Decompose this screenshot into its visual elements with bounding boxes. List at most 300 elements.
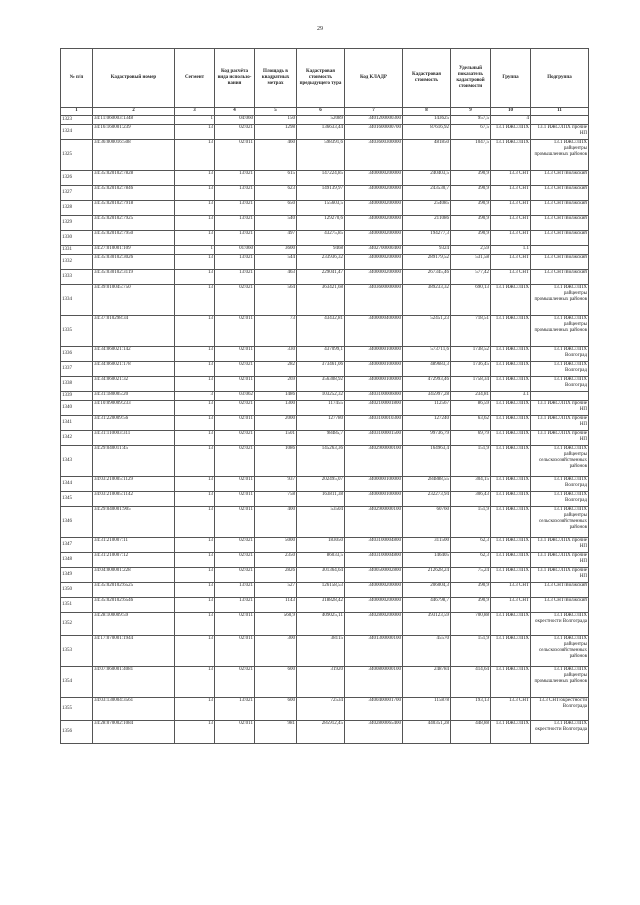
cell-seg: 13 [175,721,215,744]
cell-area: 758 [255,492,297,507]
cell-sub: 13.1 ИЖС/ЛПХ райцентры промышленных районов [531,316,589,347]
cell-grp: 13.1 ИЖС/ЛПХ [491,477,531,492]
cell-ud: 718,51 [451,316,491,347]
cell-grp: 13.3 СНТ [491,186,531,201]
cell-cost: 87616,92 [403,125,451,140]
cell-prev: 409025,11 [297,613,345,636]
cell-sub: 13.1 ИЖС/ЛПХ прочие НП [531,538,589,553]
cell-cad: 34:35:020102:7828 [93,171,175,186]
cell-cost: 345997,28 [403,392,451,401]
table-row [61,613,589,636]
cell-n: 1334 [61,285,93,316]
cell-sub: 13.1 ИЖС/ЛПХ окрестности Волгограда [531,613,589,636]
table-row [61,255,589,270]
cell-sub: 13.3 СНТ/Волжский [531,583,589,598]
column-header: Площадь в квадратных метрах [255,49,297,108]
cell-cad: 34:28:070002:1084 [93,721,175,744]
cell-cad: 34:11:060003:1348 [93,116,175,125]
table-row [61,171,589,186]
cell-ud: 151,9 [451,636,491,667]
cell-seg: 13 [175,667,215,698]
cell-kladr: 3402800200000 [345,613,403,636]
cell-code: 02:011 [215,721,255,744]
cell-area: 527 [255,583,297,598]
cell-seg: 13 [175,553,215,568]
cell-prev: 9468 [297,246,345,255]
cell-code: 02:011 [215,507,255,538]
cell-prev: 52089 [297,116,345,125]
table-row [61,538,589,553]
cell-sub: 13.1 ИЖС/ЛПХ райцентры сельскохозяйственных районов [531,507,589,538]
cell-sub: 13.1 ИЖС/ЛПХ райцентры промышленных районов [531,140,589,171]
cell-n: 1339 [61,392,93,401]
cell-n: 1355 [61,698,93,721]
cell-kladr: 3400000200000 [345,171,403,186]
cell-sub: 13.1 ИЖС/ЛПХ райцентры промышленных районов [531,285,589,316]
cell-ud: 69,79 [451,431,491,446]
cell-code: 13:021 [215,171,255,186]
cell-seg: 13 [175,598,215,613]
cell-grp: 13.3 СНТ [491,171,531,186]
cell-grp: 13.1 ИЖС/ЛПХ [491,507,531,538]
cell-area: 330 [255,347,297,362]
cell-kladr: 3401600000700 [345,125,403,140]
cell-prev: 233936,32 [297,255,345,270]
cell-ud: 531,58 [451,255,491,270]
cell-n: 1328 [61,201,93,216]
cell-cad: 34:07:060001:4081 [93,667,175,698]
cell-sub: 13.1 ИЖС/ЛПХ окрестности Волгограда [531,721,589,744]
cell-ud: 690,13 [451,285,491,316]
cell-ud: 700,88 [451,613,491,636]
cell-cad: 34:27:010001:109 [93,246,175,255]
cell-grp: 13.3 СНТ [491,255,531,270]
cell-code: 01:060 [215,246,255,255]
cell-area: 150 [255,116,297,125]
cell-seg: 1 [175,116,215,125]
cell-code: 02:021 [215,125,255,140]
cell-sub [531,392,589,401]
column-number: 7 [345,108,403,116]
cell-n: 1342 [61,431,93,446]
page-number: 29 [317,26,323,32]
cell-grp: 13.1 ИЖС/ЛПХ [491,316,531,347]
cell-grp: 13.1 ИЖС/ЛПХ [491,431,531,446]
cell-cost: 60760 [403,507,451,538]
cell-ud: 414,64 [451,667,491,698]
cell-ud: 63,62 [451,416,491,431]
column-number: 1 [61,108,93,116]
cell-code: 02:021 [215,538,255,553]
cell-ud: 390,9 [451,186,491,201]
cell-sub: 13.1 ИЖС/ЛПХ прочие НП [531,568,589,583]
cell-ud: 390,9 [451,583,491,598]
table-row [61,186,589,201]
cell-prev: 155603,5 [297,201,345,216]
cell-n: 1338 [61,377,93,392]
cell-cost: 206004,3 [403,583,451,598]
cell-kladr: 3402900000100 [345,507,403,538]
cell-code: 02:021 [215,285,255,316]
column-header: Сегмент [175,49,215,108]
cell-kladr: 3400000200000 [345,186,403,201]
cell-area: 73 [255,316,297,347]
cell-sub: 13.1 ИЖС/ЛПХ прочие НП [531,401,589,416]
cell-n: 1335 [61,316,93,347]
column-number: 2 [93,108,175,116]
cell-cad: 34:03:210005:1142 [93,492,175,507]
cell-seg: 13 [175,347,215,362]
cell-area: 1486 [255,392,297,401]
cell-kladr: 3401200000300 [345,116,403,125]
cell-kladr: 3400500002800 [345,568,403,583]
cell-n: 1327 [61,186,93,201]
cell-ud: 577,42 [451,270,491,285]
cell-code: 13:021 [215,598,255,613]
cell-n: 1354 [61,667,93,698]
cell-area: 282 [255,362,297,377]
cell-cost: 284888,55 [403,477,451,492]
cell-sub: 13.3 СНТ/Волжский [531,171,589,186]
cell-prev: 363421,68 [297,285,345,316]
cell-sub: 13.1 ИЖС/ЛПХ Волгоград [531,362,589,377]
cell-area: 1501 [255,431,297,446]
cell-cad: 34:10:090009:233 [93,401,175,416]
cell-prev: 53504 [297,507,345,538]
table-row [61,246,589,255]
table-row [61,377,589,392]
cell-kladr: 3400000100000 [345,347,403,362]
table-row [61,216,589,231]
cell-code: 02:011 [215,636,255,667]
cell-cost: 52451,23 [403,316,451,347]
cell-n: 1343 [61,446,93,477]
cell-code: 02:011 [215,347,255,362]
cell-ud: 151,9 [451,446,491,477]
column-header: Кадастровый номер [93,49,175,108]
column-number: 3 [175,108,215,116]
cell-cost: 164963,4 [403,446,451,477]
cell-prev: 373461,06 [297,362,345,377]
cell-seg: 13 [175,477,215,492]
cell-grp: 13.1 ИЖС/ЛПХ [491,721,531,744]
cell-cad: 34:29:040001:905 [93,507,175,538]
cell-cost: 389233,32 [403,285,451,316]
cell-cad: 34:31:210007:11 [93,538,175,553]
cell-cad: 34:35:020102:7950 [93,231,175,246]
cell-prev: 43275,85 [297,231,345,246]
cell-seg: 13 [175,698,215,721]
column-header: Удельный показатель кадастровой стоимости [451,49,491,108]
table-row [61,362,589,377]
cell-n: 1326 [61,171,93,186]
cell-code: 02:021 [215,667,255,698]
cell-seg: 13 [175,285,215,316]
cell-kladr: 3400000200000 [345,201,403,216]
cell-area: 1300 [255,401,297,416]
cell-kladr: 3402100001800 [345,401,403,416]
cell-grp: 13.1 ИЖС/ЛПХ [491,285,531,316]
cell-cad: 34:34:060021:142 [93,347,175,362]
header-row [61,49,589,108]
cell-seg: 3 [175,392,215,401]
cell-cost: 99736,79 [403,431,451,446]
cell-prev: 103252,32 [297,392,345,401]
cell-sub: 13.1 ИЖС/ЛПХ райцентры сельскохозяйственных районов [531,446,589,477]
table-row [61,201,589,216]
cell-kladr: 3403100004800 [345,553,403,568]
cell-grp: 13.1 ИЖС/ЛПХ [491,538,531,553]
cell-seg: 13 [175,255,215,270]
cell-kladr: 3401300000100 [345,636,403,667]
cell-kladr: 3403100001500 [345,431,403,446]
cell-cost: 240403,5 [403,171,451,186]
cell-seg: 13 [175,231,215,246]
cell-n: 1331 [61,246,93,255]
cell-seg: 13 [175,431,215,446]
table-row [61,140,589,171]
cell-prev: 356308,92 [297,377,345,392]
cell-code: 02:011 [215,416,255,431]
cell-area: 937 [255,477,297,492]
column-header: Код расчёта вида использо-вания [215,49,255,108]
cell-sub: 13.1 ИЖС/ЛПХ Волгоград [531,347,589,362]
cell-n: 1329 [61,216,93,231]
cell-kladr: 3400000200000 [345,255,403,270]
cell-grp: 1.1 [491,246,531,255]
cell-grp: 13.1 ИЖС/ЛПХ [491,140,531,171]
cell-seg: 13 [175,636,215,667]
cell-cad: 34:39:010045:750 [93,285,175,316]
cell-kladr: 3400000200000 [345,598,403,613]
column-number: 8 [403,108,451,116]
cell-code: 02:021 [215,362,255,377]
cell-area: 600 [255,667,297,698]
cell-grp: 13.1 ИЖС/ЛПХ [491,416,531,431]
cell-kladr: 3403100004800 [345,538,403,553]
cell-seg: 13 [175,507,215,538]
column-number: 4 [215,108,255,116]
cell-sub: 13.3 СНТ/Волжский [531,598,589,613]
cell-ud: 448,88 [451,721,491,744]
column-header: Подгруппа [531,49,589,108]
cell-code: 02:021 [215,446,255,477]
column-header: № п/п [61,49,93,108]
cell-cost: 489683,3 [403,362,451,377]
column-header: Группа [491,49,531,108]
cell-cost: 393123,59 [403,613,451,636]
cell-area: 650 [255,201,297,216]
table-row [61,507,589,538]
cell-area: 544 [255,255,297,270]
cell-ud: 86,59 [451,401,491,416]
table-row [61,598,589,613]
cell-sub: 13.3 СНТ/Волжский [531,231,589,246]
cell-ud: 1758,34 [451,377,491,392]
cell-code: 02:011 [215,492,255,507]
cell-grp: 13.3 СНТ [491,216,531,231]
table-row [61,347,589,362]
table-row [61,492,589,507]
cell-kladr: 3402700000400 [345,246,403,255]
cell-cad: 34:17:070001:1944 [93,636,175,667]
cell-kladr: 3400000200000 [345,583,403,598]
cell-n: 1348 [61,553,93,568]
cell-n: 1351 [61,598,93,613]
cell-cad: 34:35:020102:6546 [93,598,175,613]
cell-area: 269 [255,377,297,392]
column-header: Кадастровая стоимость [403,49,451,108]
cell-cad: 34:03:130004:3561 [93,698,175,721]
cell-grp: 13.1 ИЖС/ЛПХ [491,613,531,636]
cell-area: 460 [255,140,297,171]
cell-ud: 234,81 [451,392,491,401]
cell-cad: 34:35:030102:3026 [93,255,175,270]
cell-prev: 285912,45 [297,721,345,744]
cell-grp: 13.3 СНТ [491,231,531,246]
cell-grp: 13.3 СНТ [491,583,531,598]
cell-seg: 13 [175,492,215,507]
cell-sub: 13.1 ИЖС/ЛПХ прочие НП [531,416,589,431]
cell-ud: 62,3 [451,538,491,553]
cell-area: 5000 [255,538,297,553]
cell-area: 2826 [255,568,297,583]
table-row [61,285,589,316]
column-number: 5 [255,108,297,116]
cell-seg: 13 [175,186,215,201]
cell-code: 03:062 [215,392,255,401]
table-row [61,401,589,416]
cell-grp: 4 [491,116,531,125]
cell-grp: 13.3 СНТ [491,598,531,613]
table-row [61,270,589,285]
cell-prev: 86033,5 [297,553,345,568]
cell-n: 1349 [61,568,93,583]
column-number: 9 [451,108,491,116]
cell-area: 560,9 [255,613,297,636]
cell-area: 300 [255,636,297,667]
cell-cost: 146405 [403,553,451,568]
cell-seg: 13 [175,416,215,431]
table-row [61,553,589,568]
cell-grp: 13.1 ИЖС/ЛПХ [491,125,531,140]
cell-n: 1333 [61,270,93,285]
cell-code: 02:021 [215,401,255,416]
cell-kladr: 3400000100000 [345,362,403,377]
cell-kladr: 3403100006000 [345,392,403,401]
cell-area: 2000 [255,416,297,431]
cell-prev: 117455 [297,401,345,416]
cell-ud: 390,9 [451,598,491,613]
table-row [61,125,589,140]
cell-grp: 13.1 ИЖС/ЛПХ [491,636,531,667]
cell-cost: 232273,94 [403,492,451,507]
cell-kladr: 3400000100000 [345,477,403,492]
cell-code: 02:011 [215,140,255,171]
column-number: 6 [297,108,345,116]
cell-cost: 472993,46 [403,377,451,392]
cell-n: 1337 [61,362,93,377]
cell-kladr: 3403600000000 [345,285,403,316]
cell-seg: 13 [175,613,215,636]
cell-code: 13:021 [215,216,255,231]
cell-prev: 437099,1 [297,347,345,362]
cell-ud: 390,9 [451,201,491,216]
cell-sub: 13.3 СНТ/Волжский [531,201,589,216]
cell-grp: 13.1 ИЖС/ЛПХ [491,347,531,362]
cell-code: 02:021 [215,553,255,568]
cell-prev: 43432,81 [297,316,345,347]
cell-kladr: 3402800065400 [345,721,403,744]
cell-sub: 13.3 СНТ/Волжский [531,186,589,201]
cell-kladr: 3403100010300 [345,416,403,431]
cell-grp: 13.1 ИЖС/ЛПХ [491,667,531,698]
cell-seg: 13 [175,140,215,171]
column-number: 10 [491,108,531,116]
cell-area: 400 [255,507,297,538]
cell-cost: 45570 [403,636,451,667]
cell-area: 1143 [255,598,297,613]
cell-code: 13:021 [215,270,255,285]
table-row [61,446,589,477]
cell-cost: 573711,6 [403,347,451,362]
cell-cost: 254085 [403,201,451,216]
cell-cad: 34:16:160001:239 [93,125,175,140]
cell-kladr: 3400000200000 [345,231,403,246]
cell-cad: 34:35:030102:3119 [93,270,175,285]
table-row [61,583,589,598]
cell-seg: 13 [175,583,215,598]
cell-area: 981 [255,721,297,744]
cell-code: 02:011 [215,316,255,347]
cell-prev: 229041,47 [297,270,345,285]
cell-cad: 34:35:020102:7925 [93,216,175,231]
cell-ud: 151,9 [451,507,491,538]
cell-code: 13:021 [215,186,255,201]
cell-prev: 129270,6 [297,216,345,231]
cell-seg: 13 [175,377,215,392]
cell-n: 1346 [61,507,93,538]
cell-n: 1345 [61,492,93,507]
cell-code: 13:021 [215,231,255,246]
cell-prev: 127780 [297,416,345,431]
cell-cad: 34:36:000016:508 [93,140,175,171]
cell-code: 13:021 [215,201,255,216]
table-row [61,392,589,401]
cell-cad: 34:28:100009:59 [93,613,175,636]
cell-area: 564 [255,285,297,316]
cell-cost: 9324 [403,246,451,255]
cell-cad: 34:03:210005:1129 [93,477,175,492]
cell-n: 1347 [61,538,93,553]
cell-n: 1341 [61,416,93,431]
cell-ud: 957,5 [451,116,491,125]
cell-prev: 98485,7 [297,431,345,446]
cell-area: 1086 [255,446,297,477]
cell-seg: 1 [175,246,215,255]
cell-area: 615 [255,171,297,186]
cell-code: 02:011 [215,377,255,392]
cell-sub [531,116,589,125]
cell-seg: 13 [175,362,215,377]
cell-cost: 440351,28 [403,721,451,744]
cell-cad: 34:31:220009:56 [93,416,175,431]
cell-seg: 13 [175,568,215,583]
cell-prev: 202495,07 [297,477,345,492]
cell-cad: 34:35:020102:7846 [93,186,175,201]
cell-prev: 145263,36 [297,446,345,477]
cell-sub: 13.1 ИЖС/ЛПХ прочие НП [531,125,589,140]
